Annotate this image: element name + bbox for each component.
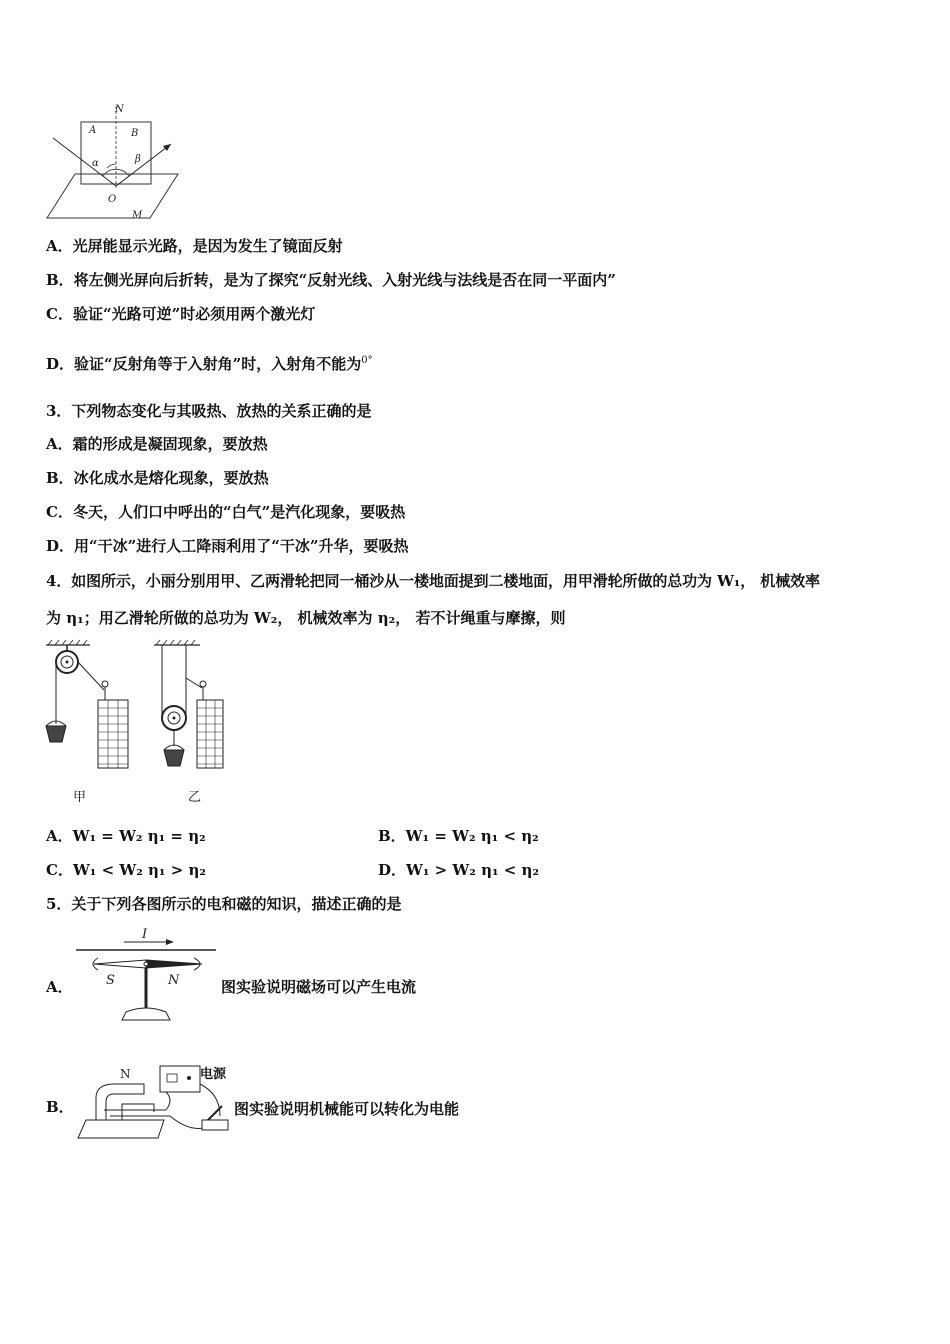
q4-option-b: B．W₁ = W₂ η₁ < η₂ <box>378 827 539 845</box>
q2-option-a: A．光屏能显示光路，是因为发生了镜面反射 <box>46 237 343 255</box>
q3-option-d: D．用“干冰”进行人工降雨利用了“干冰”升华，要吸热 <box>46 537 409 555</box>
label-n-compass: N <box>168 973 180 988</box>
q2-option-d-text: D．验证“反射角等于入射角”时，入射角不能为 <box>46 355 362 373</box>
q4-option-c: C．W₁ < W₂ η₁ > η₂ <box>46 861 206 879</box>
q3-option-a: A．霜的形成是凝固现象，要放热 <box>46 435 268 453</box>
label-s: S <box>106 973 115 988</box>
label-n-magnet: N <box>120 1067 131 1081</box>
q3-stem: 3．下列物态变化与其吸热、放热的关系正确的是 <box>46 402 372 420</box>
q2-option-d-angle: 0° <box>361 355 373 366</box>
label-n: N <box>115 104 124 115</box>
q5-option-b-label: B． <box>46 1098 74 1116</box>
pulley-figure <box>42 638 242 808</box>
q5-option-a-label: A． <box>46 978 73 996</box>
label-beta: β <box>135 154 141 165</box>
label-power-supply: 电源 <box>200 1067 227 1082</box>
label-a: A <box>89 125 97 136</box>
q3-option-c: C．冬天，人们口中呼出的“白气”是汽化现象，要吸热 <box>46 503 406 521</box>
q4-option-d: D．W₁ > W₂ η₁ < η₂ <box>378 861 540 879</box>
label-m: M <box>132 210 143 221</box>
q2-option-b: B．将左侧光屏向后折转，是为了探究“反射光线、入射光线与法线是否在同一平面内” <box>46 271 616 289</box>
label-b: B <box>131 128 139 139</box>
label-yi: 乙 <box>188 790 202 805</box>
reflection-figure <box>45 100 185 222</box>
oersted-figure <box>74 924 219 1024</box>
q4-option-a: A．W₁ = W₂ η₁ = η₂ <box>46 827 206 845</box>
label-alpha: α <box>92 158 99 169</box>
label-jia: 甲 <box>73 790 87 805</box>
q2-option-c: C．验证“光路可逆”时必须用两个激光灯 <box>46 305 316 323</box>
q5-option-b-text: 图实验说明机械能可以转化为电能 <box>234 1100 460 1118</box>
q4-stem-line1: 4．如图所示，小丽分别用甲、乙两滑轮把同一桶沙从一楼地面提到二楼地面，用甲滑轮所做的总功为 W₁， 机械效率 <box>46 572 820 590</box>
q2-option-d <box>46 351 373 374</box>
q3-option-b: B．冰化成水是熔化现象，要放热 <box>46 469 269 487</box>
label-o: O <box>108 194 117 205</box>
q5-stem: 5．关于下列各图所示的电和磁的知识，描述正确的是 <box>46 895 402 913</box>
q5-option-a-text: 图实验说明磁场可以产生电流 <box>221 978 417 996</box>
label-current-i: I <box>142 927 148 942</box>
q4-stem-line2: 为 η₁；用乙滑轮所做的总功为 W₂， 机械效率为 η₂， 若不计绳重与摩擦，则 <box>46 609 566 627</box>
